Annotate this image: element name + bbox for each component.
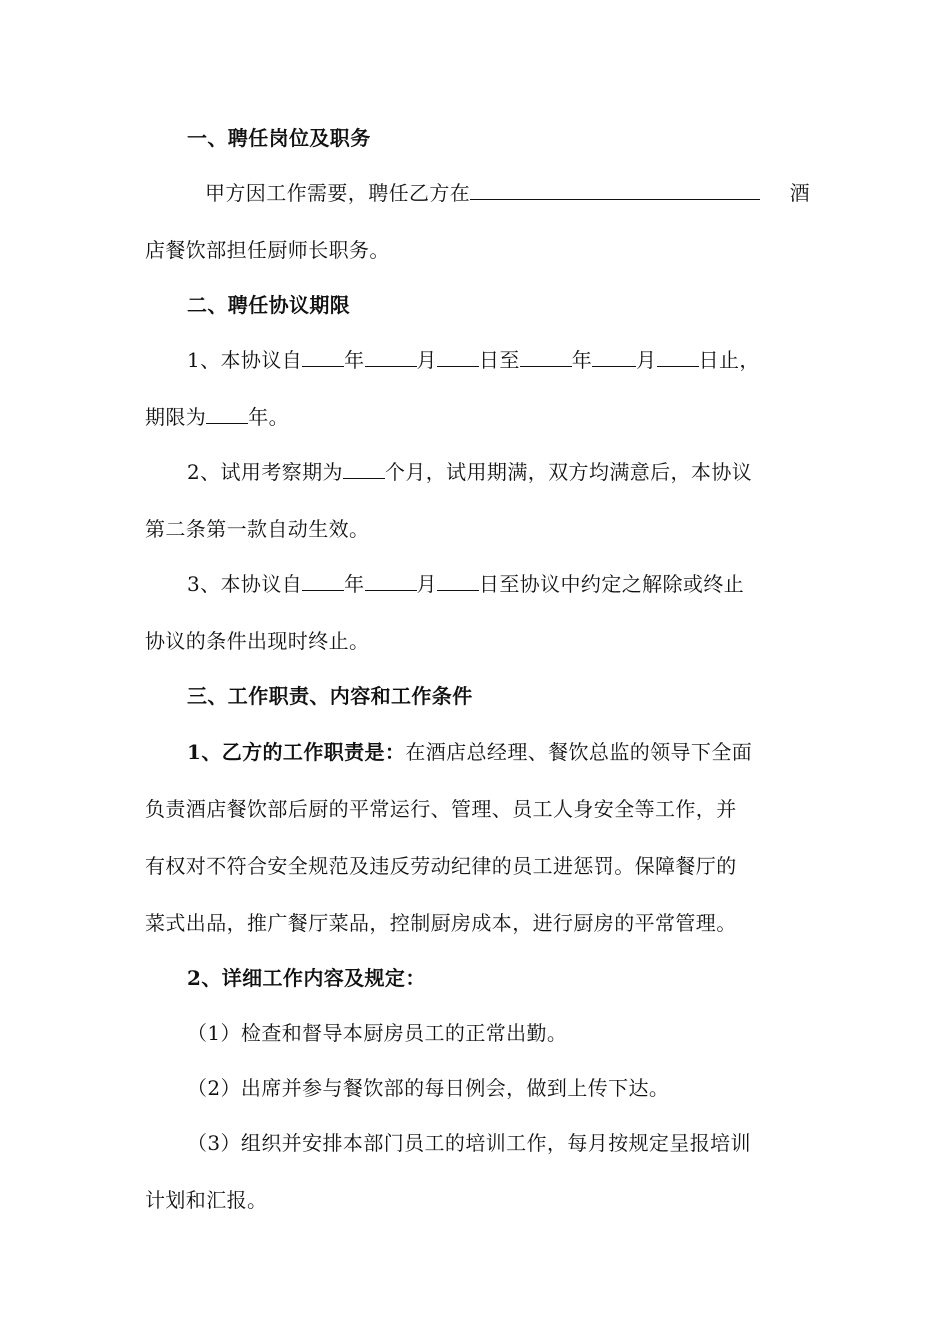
section-3-heading: 三、工作职责、内容和工作条件 bbox=[187, 684, 473, 708]
term-item-2-line-2: 第二条第一款自动生效。 bbox=[145, 517, 370, 541]
content-item-3-line-2: 计划和汇报。 bbox=[145, 1188, 268, 1212]
content-heading: 2、详细工作内容及规定： bbox=[187, 966, 426, 990]
content-item-3-line-1: （3）组织并安排本部门员工的培训工作，每月按规定呈报培训 bbox=[187, 1131, 751, 1155]
term-item-3-line-1: 3、本协议自 年 月 日至协议中约定之解除或终止 bbox=[187, 572, 745, 596]
term-item-3-line-2: 协议的条件出现时终止。 bbox=[145, 629, 370, 653]
end-year-blank bbox=[520, 346, 572, 367]
item3-day-blank bbox=[437, 570, 479, 591]
duty-line-1: 1、乙方的工作职责是：在酒店总经理、餐饮总监的领导下全面 bbox=[187, 740, 753, 764]
content-item-1: （1）检查和督导本厨房员工的正常出勤。 bbox=[187, 1021, 568, 1045]
duty-label: 1、乙方的工作职责是： bbox=[187, 740, 406, 764]
start-year-blank bbox=[302, 346, 344, 367]
end-day-blank bbox=[657, 346, 699, 367]
term-item-1-line-1: 1、本协议自 年 月 日至 年 月 日止， bbox=[187, 348, 760, 372]
duty-line-3: 有权对不符合安全规范及违反劳动纪律的员工进惩罚。保障餐厅的 bbox=[145, 854, 737, 878]
probation-months-blank bbox=[343, 458, 385, 479]
start-month-blank bbox=[365, 346, 417, 367]
section-1-heading: 一、聘任岗位及职务 bbox=[187, 126, 371, 150]
term-years-blank bbox=[206, 403, 248, 424]
item3-month-blank bbox=[365, 570, 417, 591]
item3-year-blank bbox=[302, 570, 344, 591]
section-1-paragraph-line-2: 店餐饮部担任厨师长职务。 bbox=[145, 238, 390, 262]
section-2-heading: 二、聘任协议期限 bbox=[187, 293, 351, 317]
term-item-1-line-2: 期限为 年。 bbox=[145, 405, 290, 429]
hotel-name-blank bbox=[470, 179, 760, 200]
content-item-2: （2）出席并参与餐饮部的每日例会，做到上传下达。 bbox=[187, 1076, 670, 1100]
duty-line-4: 菜式出品，推广餐厅菜品，控制厨房成本，进行厨房的平常管理。 bbox=[145, 911, 737, 935]
term-item-2-line-1: 2、试用考察期为 个月，试用期满，双方均满意后，本协议 bbox=[187, 460, 753, 484]
start-day-blank bbox=[437, 346, 479, 367]
section-1-paragraph-line-1: 甲方因工作需要，聘任乙方在 酒 bbox=[205, 181, 810, 205]
duty-line-2: 负责酒店餐饮部后厨的平常运行、管理、员工人身安全等工作，并 bbox=[145, 797, 737, 821]
end-month-blank bbox=[592, 346, 636, 367]
